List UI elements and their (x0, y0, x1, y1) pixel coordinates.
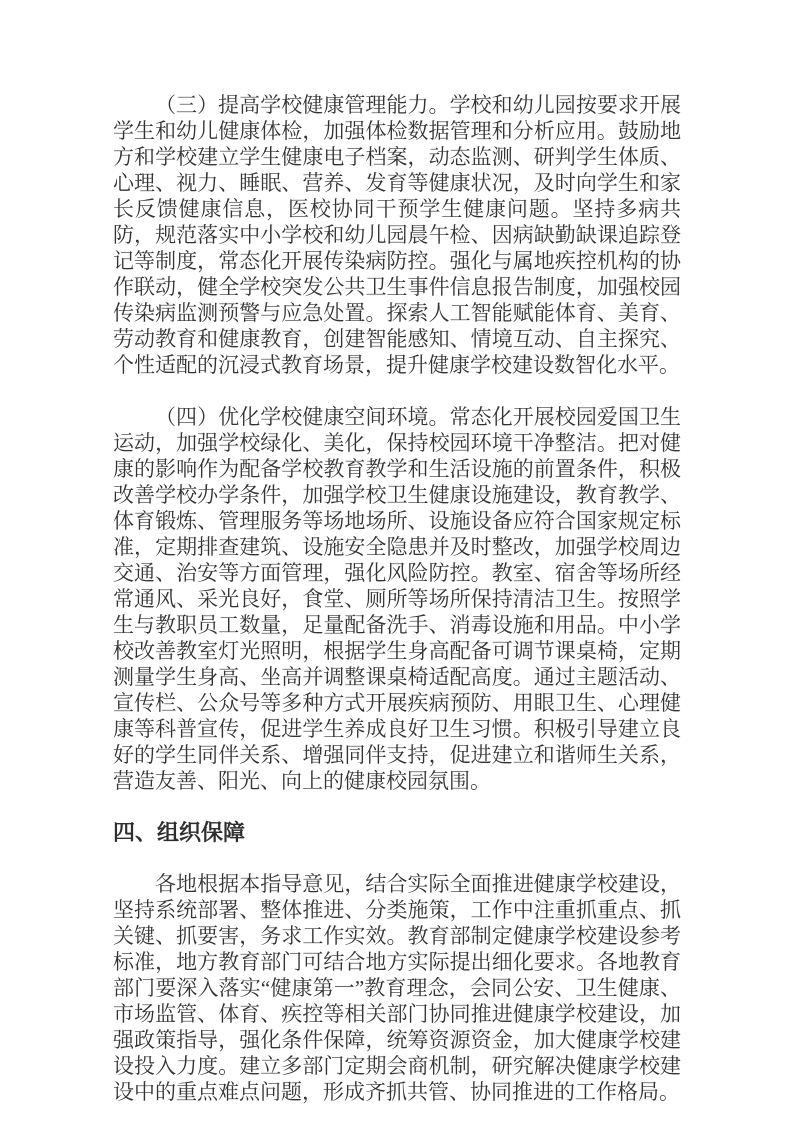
document-content (113, 92, 681, 1131)
paragraph-optimize-health-environment: （四）优化学校健康空间环境。常态化开展校园爱国卫生运动，加强学校绿化、美化，保持校园环境干净整洁。把对健康的影响作为配备学校教育教学和生活设施的前置条件，积极改善学校办学条件，加强学校卫生健康设施建设，教育教学、体育锻炼、管理服务等场地场所、设施设备应符合国家规定标准，定期排查建筑、设施安全隐患并及时整改，加强学校周边交通、治安等方面管理，强化风险防控。教室、宿舍等场所经常通风、采光良好，食堂、厕所等场所保持清洁卫生。按照学生与教职员工数量，足量配备洗手、消毒设施和用品。中小学校改善教室灯光照明，根据学生身高配备可调节课桌椅，定期测量学生身高、坐高并调整课桌椅适配高度。通过主题活动、宣传栏、公众号等多种方式开展疾病预防、用眼卫生、心理健康等科普宣传，促进学生养成良好卫生习惯。积极引导建立良好的学生同伴关系、增强同伴支持，促进建立和谐师生关系，营造友善、阳光、向上的健康校园氛围。 (113, 405, 681, 793)
section-heading-organizational-support: 四、组织保障 (113, 820, 246, 845)
paragraph-organizational-support-body: 各地根据本指导意见，结合实际全面推进健康学校建设，坚持系统部署、整体推进、分类施策，工作中注重抓重点、抓关键、抓要害，务求工作实效。教育部制定健康学校建设参考标准，地方教育部门可结合地方实际提出细化要求。各地教育部门要深入落实“健康第一”教育理念，会同公安、卫生健康、市场监管、体育、疾控等相关部门协同推进健康学校建设，加强政策指导，强化条件保障，统筹资源资金，加大健康学校建设投入力度。建立多部门定期会商机制，研究解决健康学校建设中的重点难点问题，形成齐抓共管、协同推进的工作格局。 (113, 872, 681, 1104)
paragraph-improve-health-management: （三）提高学校健康管理能力。学校和幼儿园按要求开展学生和幼儿健康体检，加强体检数据管理和分析应用。鼓励地方和学校建立学生健康电子档案，动态监测、研判学生体质、心理、视力、睡眠、营养、发育等健康状况，及时向学生和家长反馈健康信息，医校协同干预学生健康问题。坚持多病共防，规范落实中小学校和幼儿园晨午检、因病缺勤缺课追踪登记等制度，常态化开展传染病防控。强化与属地疾控机构的协作联动，健全学校突发公共卫生事件信息报告制度，加强校园传染病监测预警与应急处置。探索人工智能赋能体育、美育、劳动教育和健康教育，创建智能感知、情境互动、自主探究、个性适配的沉浸式教育场景，提升健康学校建设数智化水平。 (113, 93, 681, 377)
